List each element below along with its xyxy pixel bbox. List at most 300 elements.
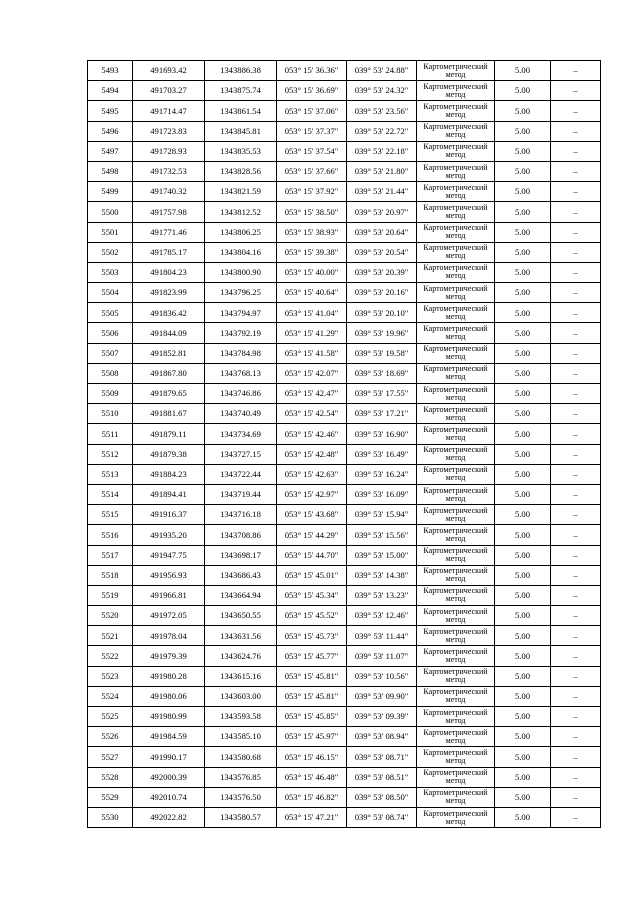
method-cell <box>417 283 495 303</box>
method-line-1: Картометрический <box>423 465 488 475</box>
method-line-1: Картометрический <box>423 61 488 71</box>
accuracy-cell: 5.00 <box>495 787 551 807</box>
y-coordinate-cell: 1343746.86 <box>205 384 277 404</box>
method-line-1: Картометрический <box>423 162 488 172</box>
method-line-1: Картометрический <box>423 263 488 273</box>
longitude-cell: 039° 53' 14.38" <box>347 565 417 585</box>
table-row <box>88 646 601 666</box>
accuracy-cell: 5.00 <box>495 747 551 767</box>
x-coordinate-cell: 491947.75 <box>133 545 205 565</box>
method-line-1: Картометрический <box>423 626 488 636</box>
latitude-cell: 053° 15' 42.63" <box>277 464 347 484</box>
latitude-cell: 053° 15' 37.06" <box>277 101 347 121</box>
y-coordinate-cell: 1343576.85 <box>205 767 277 787</box>
method-line-1: Картометрический <box>423 747 488 757</box>
method-line-1: Картометрический <box>423 182 488 192</box>
y-coordinate-cell: 1343580.68 <box>205 747 277 767</box>
longitude-cell: 039° 53' 18.69" <box>347 363 417 383</box>
method-line-2: метод <box>445 675 466 685</box>
longitude-cell: 039° 53' 08.50" <box>347 787 417 807</box>
accuracy-cell: 5.00 <box>495 484 551 504</box>
method-line-2: метод <box>445 170 466 180</box>
x-coordinate-cell: 491728.93 <box>133 141 205 161</box>
accuracy-cell: 5.00 <box>495 565 551 585</box>
method-line-1: Картометрический <box>423 606 488 616</box>
table-row <box>88 384 601 404</box>
latitude-cell: 053° 15' 41.04" <box>277 303 347 323</box>
accuracy-cell: 5.00 <box>495 384 551 404</box>
method-cell <box>417 565 495 585</box>
method-cell <box>417 525 495 545</box>
y-coordinate-cell: 1343800.90 <box>205 262 277 282</box>
method-line-2: метод <box>445 574 466 584</box>
point-number-cell: 5516 <box>88 525 133 545</box>
method-line-2: метод <box>445 432 466 442</box>
accuracy-cell: 5.00 <box>495 404 551 424</box>
longitude-cell: 039° 53' 15.94" <box>347 505 417 525</box>
table-row <box>88 323 601 343</box>
latitude-cell: 053° 15' 37.54" <box>277 141 347 161</box>
latitude-cell: 053° 15' 42.07" <box>277 363 347 383</box>
table-row <box>88 686 601 706</box>
y-coordinate-cell: 1343792.19 <box>205 323 277 343</box>
method-cell <box>417 727 495 747</box>
method-line-2: метод <box>445 695 466 705</box>
latitude-cell: 053° 15' 45.34" <box>277 585 347 605</box>
method-line-2: метод <box>445 251 466 261</box>
x-coordinate-cell: 491714.47 <box>133 101 205 121</box>
x-coordinate-cell: 491836.42 <box>133 303 205 323</box>
y-coordinate-cell: 1343794.97 <box>205 303 277 323</box>
y-coordinate-cell: 1343821.59 <box>205 182 277 202</box>
table-row <box>88 262 601 282</box>
method-line-1: Картометрический <box>423 364 488 374</box>
table-row <box>88 81 601 101</box>
y-coordinate-cell: 1343806.25 <box>205 222 277 242</box>
method-cell <box>417 807 495 827</box>
latitude-cell: 053° 15' 45.85" <box>277 707 347 727</box>
method-cell <box>417 424 495 444</box>
x-coordinate-cell: 491852.81 <box>133 343 205 363</box>
method-line-2: метод <box>445 130 466 140</box>
method-cell <box>417 384 495 404</box>
method-cell <box>417 182 495 202</box>
latitude-cell: 053° 15' 45.97" <box>277 727 347 747</box>
method-cell <box>417 444 495 464</box>
latitude-cell: 053° 15' 46.82" <box>277 787 347 807</box>
method-cell <box>417 585 495 605</box>
latitude-cell: 053° 15' 37.37" <box>277 121 347 141</box>
longitude-cell: 039° 53' 22.72" <box>347 121 417 141</box>
method-line-2: метод <box>445 715 466 725</box>
method-line-1: Картометрический <box>423 324 488 334</box>
description-cell: – <box>551 121 601 141</box>
longitude-cell: 039° 53' 24.32" <box>347 81 417 101</box>
x-coordinate-cell: 491978.04 <box>133 626 205 646</box>
method-line-2: метод <box>445 755 466 765</box>
longitude-cell: 039° 53' 19.96" <box>347 323 417 343</box>
point-number-cell: 5519 <box>88 585 133 605</box>
method-line-1: Картометрический <box>423 81 488 91</box>
latitude-cell: 053° 15' 36.36" <box>277 61 347 81</box>
table-row <box>88 767 601 787</box>
y-coordinate-cell: 1343615.16 <box>205 666 277 686</box>
y-coordinate-cell: 1343650.55 <box>205 606 277 626</box>
method-line-1: Картометрический <box>423 344 488 354</box>
method-cell <box>417 262 495 282</box>
method-cell <box>417 666 495 686</box>
method-line-2: метод <box>445 412 466 422</box>
longitude-cell: 039° 53' 20.97" <box>347 202 417 222</box>
latitude-cell: 053° 15' 42.54" <box>277 404 347 424</box>
latitude-cell: 053° 15' 37.66" <box>277 161 347 181</box>
accuracy-cell: 5.00 <box>495 505 551 525</box>
description-cell: – <box>551 646 601 666</box>
y-coordinate-cell: 1343768.13 <box>205 363 277 383</box>
method-cell <box>417 242 495 262</box>
accuracy-cell: 5.00 <box>495 121 551 141</box>
method-cell <box>417 686 495 706</box>
method-line-2: метод <box>445 473 466 483</box>
method-line-1: Картометрический <box>423 202 488 212</box>
method-cell <box>417 303 495 323</box>
longitude-cell: 039° 53' 16.90" <box>347 424 417 444</box>
method-line-1: Картометрический <box>423 788 488 798</box>
table-row <box>88 444 601 464</box>
point-number-cell: 5521 <box>88 626 133 646</box>
longitude-cell: 039° 53' 08.94" <box>347 727 417 747</box>
method-line-2: метод <box>445 69 466 79</box>
method-line-2: метод <box>445 776 466 786</box>
accuracy-cell: 5.00 <box>495 606 551 626</box>
method-line-1: Картометрический <box>423 384 488 394</box>
y-coordinate-cell: 1343593.58 <box>205 707 277 727</box>
method-line-1: Картометрический <box>423 586 488 596</box>
longitude-cell: 039° 53' 23.56" <box>347 101 417 121</box>
description-cell: – <box>551 242 601 262</box>
latitude-cell: 053° 15' 46.15" <box>277 747 347 767</box>
point-number-cell: 5508 <box>88 363 133 383</box>
table-row <box>88 202 601 222</box>
longitude-cell: 039° 53' 11.44" <box>347 626 417 646</box>
accuracy-cell: 5.00 <box>495 141 551 161</box>
longitude-cell: 039° 53' 15.00" <box>347 545 417 565</box>
description-cell: – <box>551 384 601 404</box>
description-cell: – <box>551 303 601 323</box>
accuracy-cell: 5.00 <box>495 464 551 484</box>
description-cell: – <box>551 222 601 242</box>
method-line-2: метод <box>445 735 466 745</box>
table-row <box>88 747 601 767</box>
description-cell: – <box>551 565 601 585</box>
x-coordinate-cell: 491879.65 <box>133 384 205 404</box>
method-cell <box>417 464 495 484</box>
accuracy-cell: 5.00 <box>495 646 551 666</box>
description-cell: – <box>551 484 601 504</box>
x-coordinate-cell: 491894.41 <box>133 484 205 504</box>
accuracy-cell: 5.00 <box>495 363 551 383</box>
y-coordinate-cell: 1343784.98 <box>205 343 277 363</box>
longitude-cell: 039° 53' 13.23" <box>347 585 417 605</box>
y-coordinate-cell: 1343861.54 <box>205 101 277 121</box>
description-cell: – <box>551 182 601 202</box>
method-cell <box>417 323 495 343</box>
accuracy-cell: 5.00 <box>495 303 551 323</box>
description-cell: – <box>551 727 601 747</box>
coordinates-table <box>87 60 601 828</box>
accuracy-cell: 5.00 <box>495 323 551 343</box>
latitude-cell: 053° 15' 39.38" <box>277 242 347 262</box>
x-coordinate-cell: 491935.20 <box>133 525 205 545</box>
x-coordinate-cell: 491956.93 <box>133 565 205 585</box>
method-line-1: Картометрический <box>423 546 488 556</box>
method-line-1: Картометрический <box>423 404 488 414</box>
x-coordinate-cell: 492022.82 <box>133 807 205 827</box>
method-line-2: метод <box>445 210 466 220</box>
longitude-cell: 039° 53' 09.90" <box>347 686 417 706</box>
description-cell: – <box>551 363 601 383</box>
accuracy-cell: 5.00 <box>495 707 551 727</box>
method-cell <box>417 101 495 121</box>
description-cell: – <box>551 343 601 363</box>
latitude-cell: 053° 15' 38.50" <box>277 202 347 222</box>
latitude-cell: 053° 15' 43.68" <box>277 505 347 525</box>
accuracy-cell: 5.00 <box>495 807 551 827</box>
method-line-2: метод <box>445 311 466 321</box>
longitude-cell: 039° 53' 20.54" <box>347 242 417 262</box>
method-cell <box>417 646 495 666</box>
longitude-cell: 039° 53' 08.74" <box>347 807 417 827</box>
x-coordinate-cell: 491980.28 <box>133 666 205 686</box>
method-cell <box>417 61 495 81</box>
y-coordinate-cell: 1343631.56 <box>205 626 277 646</box>
point-number-cell: 5529 <box>88 787 133 807</box>
point-number-cell: 5530 <box>88 807 133 827</box>
x-coordinate-cell: 491723.83 <box>133 121 205 141</box>
accuracy-cell: 5.00 <box>495 61 551 81</box>
method-line-2: метод <box>445 513 466 523</box>
method-line-1: Картометрический <box>423 505 488 515</box>
description-cell: – <box>551 464 601 484</box>
point-number-cell: 5494 <box>88 81 133 101</box>
method-cell <box>417 161 495 181</box>
y-coordinate-cell: 1343804.16 <box>205 242 277 262</box>
description-cell: – <box>551 787 601 807</box>
method-line-1: Картометрический <box>423 768 488 778</box>
point-number-cell: 5524 <box>88 686 133 706</box>
table-row <box>88 606 601 626</box>
y-coordinate-cell: 1343686.43 <box>205 565 277 585</box>
point-number-cell: 5525 <box>88 707 133 727</box>
latitude-cell: 053° 15' 40.64" <box>277 283 347 303</box>
method-cell <box>417 505 495 525</box>
longitude-cell: 039° 53' 20.16" <box>347 283 417 303</box>
y-coordinate-cell: 1343716.18 <box>205 505 277 525</box>
longitude-cell: 039° 53' 08.71" <box>347 747 417 767</box>
accuracy-cell: 5.00 <box>495 222 551 242</box>
latitude-cell: 053° 15' 45.73" <box>277 626 347 646</box>
description-cell: – <box>551 807 601 827</box>
y-coordinate-cell: 1343576.50 <box>205 787 277 807</box>
table-row <box>88 182 601 202</box>
method-line-2: метод <box>445 352 466 362</box>
latitude-cell: 053° 15' 42.97" <box>277 484 347 504</box>
x-coordinate-cell: 491740.32 <box>133 182 205 202</box>
table-row <box>88 141 601 161</box>
description-cell: – <box>551 686 601 706</box>
x-coordinate-cell: 491804.23 <box>133 262 205 282</box>
table-row <box>88 283 601 303</box>
longitude-cell: 039° 53' 16.09" <box>347 484 417 504</box>
longitude-cell: 039° 53' 12.46" <box>347 606 417 626</box>
x-coordinate-cell: 491844.09 <box>133 323 205 343</box>
latitude-cell: 053° 15' 37.92" <box>277 182 347 202</box>
method-cell <box>417 141 495 161</box>
description-cell: – <box>551 707 601 727</box>
y-coordinate-cell: 1343722.44 <box>205 464 277 484</box>
point-number-cell: 5509 <box>88 384 133 404</box>
longitude-cell: 039° 53' 16.24" <box>347 464 417 484</box>
y-coordinate-cell: 1343585.10 <box>205 727 277 747</box>
accuracy-cell: 5.00 <box>495 283 551 303</box>
y-coordinate-cell: 1343708.86 <box>205 525 277 545</box>
coordinates-table-body <box>88 61 601 828</box>
description-cell: – <box>551 262 601 282</box>
longitude-cell: 039° 53' 19.58" <box>347 343 417 363</box>
method-line-2: метод <box>445 231 466 241</box>
description-cell: – <box>551 767 601 787</box>
point-number-cell: 5526 <box>88 727 133 747</box>
method-line-2: метод <box>445 190 466 200</box>
latitude-cell: 053° 15' 36.69" <box>277 81 347 101</box>
method-line-1: Картометрический <box>423 566 488 576</box>
x-coordinate-cell: 491732.53 <box>133 161 205 181</box>
point-number-cell: 5507 <box>88 343 133 363</box>
method-line-2: метод <box>445 655 466 665</box>
y-coordinate-cell: 1343664.94 <box>205 585 277 605</box>
description-cell: – <box>551 424 601 444</box>
latitude-cell: 053° 15' 45.81" <box>277 666 347 686</box>
description-cell: – <box>551 161 601 181</box>
accuracy-cell: 5.00 <box>495 767 551 787</box>
description-cell: – <box>551 626 601 646</box>
longitude-cell: 039° 53' 21.80" <box>347 161 417 181</box>
table-row <box>88 363 601 383</box>
table-row <box>88 525 601 545</box>
x-coordinate-cell: 491771.46 <box>133 222 205 242</box>
method-line-1: Картометрический <box>423 101 488 111</box>
accuracy-cell: 5.00 <box>495 666 551 686</box>
method-cell <box>417 767 495 787</box>
longitude-cell: 039° 53' 16.49" <box>347 444 417 464</box>
x-coordinate-cell: 492010.74 <box>133 787 205 807</box>
longitude-cell: 039° 53' 17.55" <box>347 384 417 404</box>
method-line-1: Картометрический <box>423 283 488 293</box>
method-cell <box>417 222 495 242</box>
point-number-cell: 5493 <box>88 61 133 81</box>
method-line-2: метод <box>445 554 466 564</box>
method-line-2: метод <box>445 392 466 402</box>
y-coordinate-cell: 1343875.74 <box>205 81 277 101</box>
method-cell <box>417 545 495 565</box>
table-row <box>88 787 601 807</box>
method-line-2: метод <box>445 533 466 543</box>
accuracy-cell: 5.00 <box>495 161 551 181</box>
point-number-cell: 5497 <box>88 141 133 161</box>
accuracy-cell: 5.00 <box>495 686 551 706</box>
y-coordinate-cell: 1343719.44 <box>205 484 277 504</box>
latitude-cell: 053° 15' 47.21" <box>277 807 347 827</box>
point-number-cell: 5511 <box>88 424 133 444</box>
y-coordinate-cell: 1343740.49 <box>205 404 277 424</box>
table-row <box>88 303 601 323</box>
method-line-1: Картометрический <box>423 424 488 434</box>
accuracy-cell: 5.00 <box>495 202 551 222</box>
method-line-2: метод <box>445 291 466 301</box>
accuracy-cell: 5.00 <box>495 182 551 202</box>
description-cell: – <box>551 505 601 525</box>
accuracy-cell: 5.00 <box>495 242 551 262</box>
table-row <box>88 161 601 181</box>
table-row <box>88 727 601 747</box>
description-cell: – <box>551 323 601 343</box>
point-number-cell: 5505 <box>88 303 133 323</box>
latitude-cell: 053° 15' 40.00" <box>277 262 347 282</box>
y-coordinate-cell: 1343580.57 <box>205 807 277 827</box>
method-line-2: метод <box>445 796 466 806</box>
point-number-cell: 5499 <box>88 182 133 202</box>
point-number-cell: 5510 <box>88 404 133 424</box>
point-number-cell: 5518 <box>88 565 133 585</box>
longitude-cell: 039° 53' 20.64" <box>347 222 417 242</box>
table-row <box>88 222 601 242</box>
y-coordinate-cell: 1343845.81 <box>205 121 277 141</box>
description-cell: – <box>551 747 601 767</box>
accuracy-cell: 5.00 <box>495 626 551 646</box>
latitude-cell: 053° 15' 41.29" <box>277 323 347 343</box>
method-line-2: метод <box>445 594 466 604</box>
method-line-1: Картометрический <box>423 647 488 657</box>
x-coordinate-cell: 491972.05 <box>133 606 205 626</box>
point-number-cell: 5520 <box>88 606 133 626</box>
longitude-cell: 039° 53' 15.56" <box>347 525 417 545</box>
latitude-cell: 053° 15' 42.48" <box>277 444 347 464</box>
point-number-cell: 5500 <box>88 202 133 222</box>
point-number-cell: 5515 <box>88 505 133 525</box>
method-cell <box>417 343 495 363</box>
x-coordinate-cell: 491881.67 <box>133 404 205 424</box>
point-number-cell: 5495 <box>88 101 133 121</box>
accuracy-cell: 5.00 <box>495 585 551 605</box>
y-coordinate-cell: 1343835.53 <box>205 141 277 161</box>
x-coordinate-cell: 491703.27 <box>133 81 205 101</box>
table-row <box>88 404 601 424</box>
x-coordinate-cell: 491966.81 <box>133 585 205 605</box>
table-row <box>88 61 601 81</box>
method-line-2: метод <box>445 372 466 382</box>
method-line-1: Картометрический <box>423 808 488 818</box>
point-number-cell: 5506 <box>88 323 133 343</box>
method-line-2: метод <box>445 332 466 342</box>
description-cell: – <box>551 545 601 565</box>
latitude-cell: 053° 15' 44.29" <box>277 525 347 545</box>
table-row <box>88 565 601 585</box>
point-number-cell: 5498 <box>88 161 133 181</box>
table-row <box>88 242 601 262</box>
longitude-cell: 039° 53' 24.88" <box>347 61 417 81</box>
x-coordinate-cell: 491980.06 <box>133 686 205 706</box>
table-row <box>88 101 601 121</box>
